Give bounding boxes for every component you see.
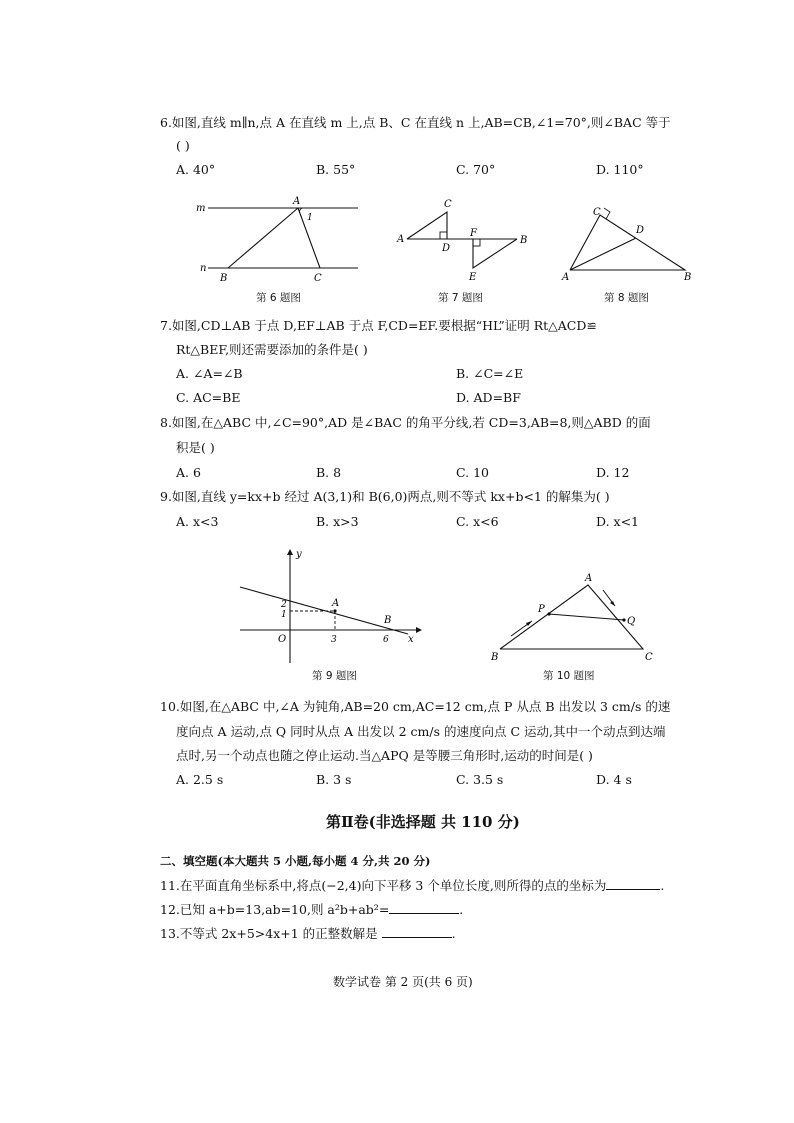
section-2-title: 第Ⅱ卷(非选择题 共 110 分) — [326, 813, 520, 831]
q7-option-c: C. AC=BE — [176, 390, 241, 405]
figure-7 — [395, 198, 530, 288]
fig6-label-c: C — [314, 273, 322, 284]
q10-option-d: D. 4 s — [596, 772, 632, 787]
fig6-caption: 第 6 题图 — [256, 292, 301, 304]
q8-stem-line1: 8.如图,在△ABC 中,∠C=90°,AD 是∠BAC 的角平分线,若 CD=3,AB=8,则△ABD 的面 — [160, 415, 651, 430]
q12-answer-blank[interactable] — [389, 901, 459, 914]
q10-stem-line3: 点时,另一个动点也随之停止运动.当△APQ 是等腰三角形时,运动的时间是( ) — [176, 748, 593, 763]
q12-line — [160, 901, 463, 918]
fig10-label-q: Q — [627, 616, 636, 627]
fig9-label-b: B — [384, 615, 392, 626]
fig7-label-b: B — [520, 235, 528, 246]
q10-option-a: A. 2.5 s — [176, 772, 224, 787]
fig8-label-d: D — [636, 225, 645, 236]
fig7-label-c: C — [444, 199, 452, 210]
fig7-label-e: E — [469, 272, 477, 283]
figure-9 — [238, 545, 423, 665]
q7-stem-line2: Rt△BEF,则还需要添加的条件是( ) — [176, 342, 368, 357]
figure-8 — [560, 200, 700, 285]
fig9-label-6: 6 — [383, 635, 389, 645]
fig10-label-a: A — [585, 573, 593, 584]
q9-option-c: C. x<6 — [456, 514, 499, 529]
q6-option-b: B. 55° — [316, 162, 356, 177]
figure-6 — [190, 195, 370, 290]
q13-line — [160, 925, 456, 942]
q8-option-c: C. 10 — [456, 465, 489, 480]
fig6-label-m: m — [196, 203, 206, 214]
q12-end: . — [459, 902, 464, 917]
fig9-label-origin: O — [278, 634, 287, 645]
fig9-label-a: A — [332, 598, 340, 609]
fig8-label-a: A — [562, 272, 570, 283]
q9-option-b: B. x>3 — [316, 514, 359, 529]
fig6-label-b: B — [220, 273, 228, 284]
fig10-label-b: B — [491, 652, 499, 663]
fig10-label-c: C — [645, 652, 653, 663]
q11-line — [160, 877, 664, 894]
q7-option-a: A. ∠A=∠B — [176, 366, 243, 381]
q8-option-d: D. 12 — [596, 465, 630, 480]
fig9-label-x: x — [408, 634, 414, 645]
q6-option-a: A. 40° — [176, 162, 216, 177]
figure-10 — [485, 570, 660, 665]
q12-stem: 12.已知 a+b=13,ab=10,则 a²b+ab²= — [160, 902, 390, 917]
fig7-label-f: F — [470, 228, 477, 239]
fig9-label-3: 3 — [331, 635, 337, 645]
q8-option-a: A. 6 — [176, 465, 201, 480]
fig10-label-p: P — [538, 604, 545, 615]
q6-option-c: C. 70° — [456, 162, 496, 177]
q11-stem: 11.在平面直角坐标系中,将点(−2,4)向下平移 3 个单位长度,则所得的点的坐标为 — [160, 878, 607, 893]
q11-end: . — [660, 878, 665, 893]
q7-option-b: B. ∠C=∠E — [456, 366, 524, 381]
fig6-label-n: n — [200, 263, 207, 274]
q10-stem-line1: 10.如图,在△ABC 中,∠A 为钝角,AB=20 cm,AC=12 cm,点 P 从点 B 出发以 3 cm/s 的速 — [160, 699, 671, 714]
q10-stem-line2: 度向点 A 运动,点 Q 同时从点 A 出发以 2 cm/s 的速度向点 C 运动,其中一个动点到达端 — [176, 724, 666, 739]
fig8-label-b: B — [684, 272, 692, 283]
fill-in-heading: 二、填空题(本大题共 5 小题,每小题 4 分,共 20 分) — [160, 854, 431, 868]
q13-stem: 13.不等式 2x+5>4x+1 的正整数解是 — [160, 926, 378, 941]
fig9-label-1: 1 — [281, 610, 287, 620]
q7-option-d: D. AD=BF — [456, 390, 521, 405]
page-footer: 数学试卷 第 2 页(共 6 页) — [333, 975, 473, 989]
fig7-label-a: A — [397, 234, 405, 245]
fig9-caption: 第 9 题图 — [312, 670, 357, 682]
q9-stem: 9.如图,直线 y=kx+b 经过 A(3,1)和 B(6,0)两点,则不等式 kx+b<1 的解集为( ) — [160, 489, 610, 504]
q6-option-d: D. 110° — [596, 162, 644, 177]
q8-stem-line2: 积是( ) — [176, 440, 215, 455]
fig9-label-y: y — [296, 549, 302, 560]
fig6-label-a: A — [293, 196, 301, 207]
q10-option-b: B. 3 s — [316, 772, 352, 787]
q6-stem-line2: ( ) — [176, 138, 190, 153]
fig8-caption: 第 8 题图 — [604, 292, 649, 304]
q13-answer-blank[interactable] — [382, 925, 452, 938]
q6-stem-line1: 6.如图,直线 m∥n,点 A 在直线 m 上,点 B、C 在直线 n 上,AB=CB,∠1=70°,则∠BAC 等于 — [160, 115, 671, 130]
fig7-caption: 第 7 题图 — [438, 292, 483, 304]
q13-end: . — [451, 926, 456, 941]
fig10-caption: 第 10 题图 — [543, 670, 595, 682]
q9-option-d: D. x<1 — [596, 514, 639, 529]
q7-stem-line1: 7.如图,CD⊥AB 于点 D,EF⊥AB 于点 F,CD=EF.要根据“HL”证明 Rt△ACD≌ — [160, 318, 597, 333]
q10-option-c: C. 3.5 s — [456, 772, 504, 787]
fig8-label-c: C — [593, 207, 601, 218]
fig6-label-angle-1: 1 — [307, 213, 313, 223]
q8-option-b: B. 8 — [316, 465, 342, 480]
fig7-label-d: D — [442, 243, 451, 254]
fig9-label-2: 2 — [281, 600, 287, 610]
q11-answer-blank[interactable] — [606, 877, 660, 890]
q9-option-a: A. x<3 — [176, 514, 219, 529]
